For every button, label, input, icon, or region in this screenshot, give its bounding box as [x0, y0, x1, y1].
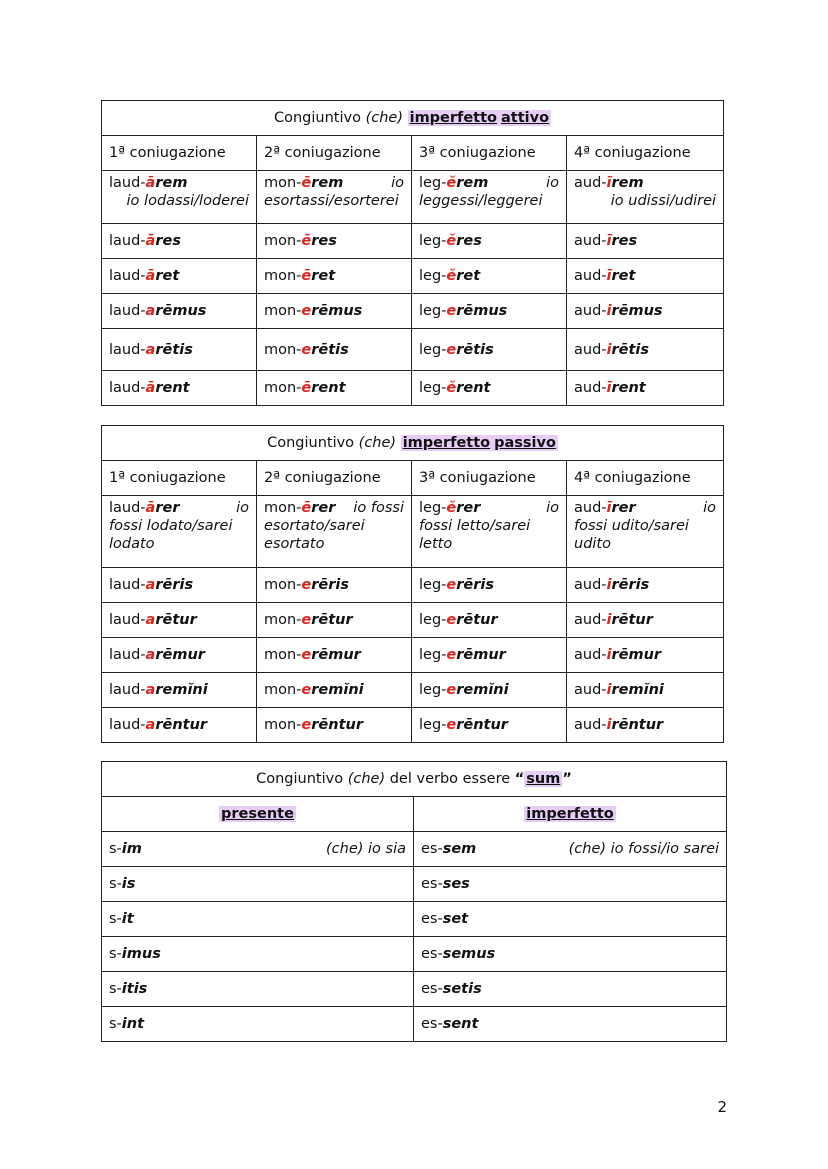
column-header: 1ª coniugazione — [102, 461, 257, 496]
column-header: 3ª coniugazione — [412, 461, 567, 496]
verb-cell: laud-arētur — [102, 603, 257, 638]
verb-cell: aud-irēmur — [567, 638, 724, 673]
verb-cell: mon-erēntur — [257, 708, 412, 743]
verb-cell: s-is — [102, 867, 414, 902]
page-number: 2 — [717, 1098, 727, 1116]
title-che: (che) — [365, 110, 403, 126]
verb-cell: laud-ārem io lodassi/loderei — [102, 171, 257, 224]
verb-cell: leg-ĕrer io fossi letto/sarei letto — [412, 496, 567, 568]
table-row — [102, 603, 724, 638]
table-row — [102, 259, 724, 294]
table-row — [102, 568, 724, 603]
verb-cell: aud-īrer io fossi udito/sarei udito — [567, 496, 724, 568]
translation: (che) io fossi/io sarei — [568, 841, 720, 857]
verb-cell: aud-irēntur — [567, 708, 724, 743]
verb-cell: laud-arēntur — [102, 708, 257, 743]
verb-cell: es-semus — [414, 937, 727, 972]
column-header: 3ª coniugazione — [412, 136, 567, 171]
verb-cell: mon-ēret — [257, 259, 412, 294]
table-congiuntivo-sum — [101, 761, 727, 1042]
column-header: 2ª coniugazione — [257, 461, 412, 496]
verb-cell: leg-erēris — [412, 568, 567, 603]
table-row — [102, 294, 724, 329]
verb-cell: mon-erēmur — [257, 638, 412, 673]
column-header: 4ª coniugazione — [567, 136, 724, 171]
table-row — [102, 902, 727, 937]
table-row — [102, 673, 724, 708]
title-highlight: imperfetto — [409, 110, 498, 126]
verb-cell: mon-erētur — [257, 603, 412, 638]
verb-cell: leg-erēntur — [412, 708, 567, 743]
verb-cell: laud-arēmur — [102, 638, 257, 673]
verb-cell: es-ses — [414, 867, 727, 902]
verb-cell: laud-āret — [102, 259, 257, 294]
table-title: Congiuntivo (che) del verbo essere “ sum ” — [102, 762, 727, 797]
table-row — [102, 329, 724, 371]
verb-cell: laud-arēris — [102, 568, 257, 603]
verb-cell: aud-irētur — [567, 603, 724, 638]
verb-cell: mon-eremĭni — [257, 673, 412, 708]
translation: fossi lodato/sarei — [109, 518, 233, 534]
translation: udito — [574, 536, 611, 552]
title-highlight: attivo — [501, 110, 550, 126]
title-highlight: imperfetto — [402, 435, 491, 451]
column-header: 4ª coniugazione — [567, 461, 724, 496]
table-row — [102, 832, 727, 867]
title-highlight: sum — [526, 771, 561, 787]
verb-cell: mon-erētis — [257, 329, 412, 371]
title-che: (che) — [358, 435, 397, 451]
translation: io udissi/udirei — [610, 193, 717, 209]
table-row — [102, 1007, 727, 1042]
verb-cell: es-sem (che) io fossi/io sarei — [414, 832, 727, 867]
verb-cell: laud-āres — [102, 224, 257, 259]
verb-cell: mon-erēmus — [257, 294, 412, 329]
translation: fossi letto/sarei — [419, 518, 531, 534]
verb-cell: leg-erēmur — [412, 638, 567, 673]
verb-cell: s-im (che) io sia — [102, 832, 414, 867]
verb-cell: leg-ĕrent — [412, 371, 567, 406]
translation: leggessi/leggerei — [419, 193, 543, 209]
title-word: Congiuntivo — [267, 435, 355, 451]
verb-cell: aud-īret — [567, 259, 724, 294]
translation: io — [391, 175, 404, 191]
table-congiuntivo-imperfetto-passivo — [101, 425, 724, 743]
verb-cell: leg-erētis — [412, 329, 567, 371]
verb-cell: laud-aremĭni — [102, 673, 257, 708]
translation: fossi udito/sarei — [574, 518, 689, 534]
table-row — [102, 371, 724, 406]
column-header: 1ª coniugazione — [102, 136, 257, 171]
verb-cell: s-int — [102, 1007, 414, 1042]
verb-cell: leg-erēmus — [412, 294, 567, 329]
verb-cell: laud-ārer io fossi lodato/sarei lodato — [102, 496, 257, 568]
verb-cell: es-set — [414, 902, 727, 937]
column-header: presente — [102, 797, 414, 832]
translation: esortato/sarei — [264, 518, 365, 534]
verb-cell: es-setis — [414, 972, 727, 1007]
translation: (che) io sia — [326, 841, 406, 857]
column-header: 2ª coniugazione — [257, 136, 412, 171]
verb-cell: leg-eremĭni — [412, 673, 567, 708]
translation: io lodassi/loderei — [126, 193, 249, 209]
column-header: imperfetto — [414, 797, 727, 832]
verb-cell: s-it — [102, 902, 414, 937]
verb-cell: aud-īrem io udissi/udirei — [567, 171, 724, 224]
table-row — [102, 171, 724, 224]
translation: esortato — [264, 536, 325, 552]
verb-cell: s-imus — [102, 937, 414, 972]
verb-cell: aud-iremĭni — [567, 673, 724, 708]
verb-cell: mon-ērent — [257, 371, 412, 406]
verb-cell: mon-ēres — [257, 224, 412, 259]
verb-cell: leg-ĕres — [412, 224, 567, 259]
verb-cell: aud-irētis — [567, 329, 724, 371]
verb-cell: aud-irēmus — [567, 294, 724, 329]
verb-cell: leg-erētur — [412, 603, 567, 638]
translation: letto — [419, 536, 453, 552]
table-row — [102, 937, 727, 972]
table-title — [102, 101, 724, 136]
table-row — [102, 496, 724, 568]
verb-cell: laud-arētis — [102, 329, 257, 371]
title-word: Congiuntivo — [274, 110, 361, 126]
table-row — [102, 638, 724, 673]
verb-cell: leg-ĕrem io leggessi/leggerei — [412, 171, 567, 224]
verb-cell: laud-arēmus — [102, 294, 257, 329]
translation: lodato — [109, 536, 155, 552]
table-row — [102, 972, 727, 1007]
verb-cell: aud-irēris — [567, 568, 724, 603]
verb-cell: s-itis — [102, 972, 414, 1007]
table-congiuntivo-imperfetto-attivo — [101, 100, 724, 406]
verb-cell: aud-īres — [567, 224, 724, 259]
table-row — [102, 867, 727, 902]
translation: io — [546, 175, 559, 191]
verb-cell: es-sent — [414, 1007, 727, 1042]
translation: esortassi/esorterei — [264, 193, 399, 209]
verb-cell: laud-ārent — [102, 371, 257, 406]
table-row — [102, 708, 724, 743]
title-highlight: passivo — [494, 435, 556, 451]
verb-cell: mon-ērem io esortassi/esorterei — [257, 171, 412, 224]
table-title — [102, 426, 724, 461]
table-row — [102, 224, 724, 259]
verb-cell: leg-ĕret — [412, 259, 567, 294]
verb-cell: mon-ērer io fossi esortato/sarei esortato — [257, 496, 412, 568]
verb-cell: aud-īrent — [567, 371, 724, 406]
verb-cell: mon-erēris — [257, 568, 412, 603]
